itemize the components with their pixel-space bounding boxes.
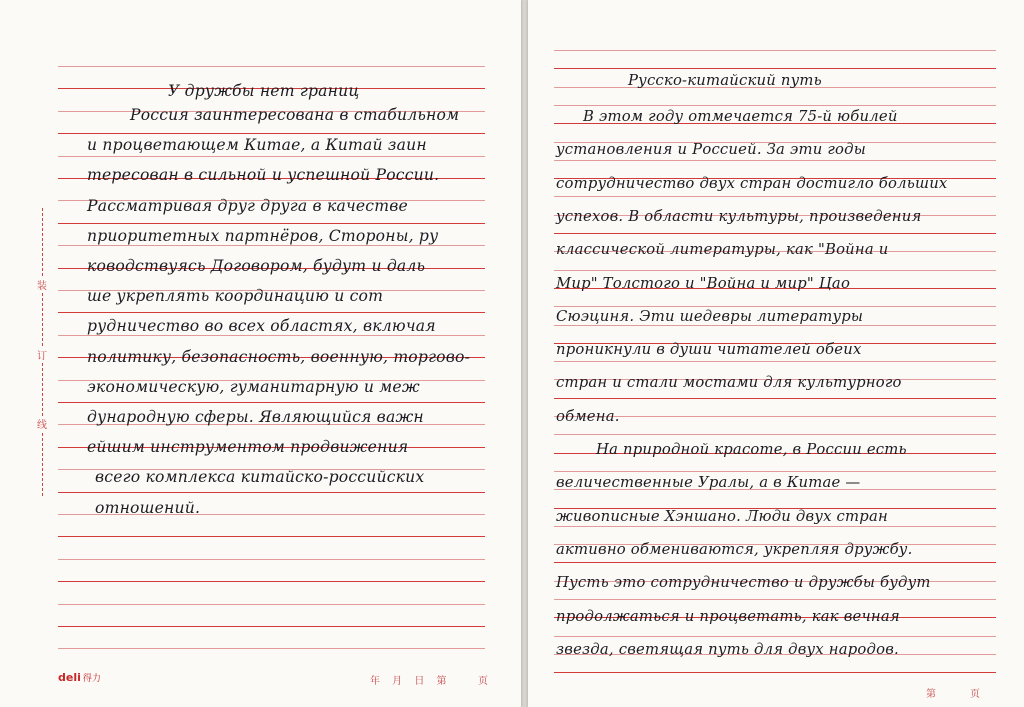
handwritten-line: всего комплекса китайско-российских bbox=[95, 468, 425, 487]
handwritten-line: В этом году отмечается 75-й юбилей bbox=[583, 108, 898, 125]
notebook-page-right bbox=[528, 0, 1024, 707]
brand-name-cn: 得力 bbox=[82, 674, 101, 684]
handwritten-line: активно обмениваются, укрепляя дружбу. bbox=[556, 540, 913, 558]
rule-line bbox=[554, 50, 996, 51]
page-title: У дружбы нет границ bbox=[168, 82, 360, 100]
rule-line bbox=[58, 626, 485, 627]
binding-label-2: 订 bbox=[34, 347, 50, 362]
handwritten-line: живописные Хэншано. Люди двух стран bbox=[556, 507, 888, 525]
handwritten-line: Сюэциня. Эти шедевры литературы bbox=[556, 307, 864, 325]
handwritten-line: рудничество во всех областях, включая bbox=[87, 317, 436, 336]
footer-page-suffix: 页 bbox=[970, 689, 980, 700]
handwritten-line: экономическую, гуманитарную и меж bbox=[87, 377, 420, 396]
handwritten-line: ководствуясь Договором, будут и даль bbox=[87, 257, 426, 275]
rule-line bbox=[554, 270, 996, 271]
page-title: Русско-китайский путь bbox=[628, 72, 822, 89]
rule-line bbox=[554, 562, 996, 563]
rule-line bbox=[58, 223, 485, 224]
rule-line bbox=[554, 196, 996, 197]
rule-line bbox=[58, 245, 485, 246]
rule-line bbox=[554, 526, 996, 527]
rule-line bbox=[58, 536, 485, 537]
rule-line bbox=[58, 66, 485, 67]
rule-line bbox=[58, 133, 485, 134]
binding-label-1: 装 bbox=[34, 277, 50, 292]
rule-line bbox=[554, 361, 996, 362]
handwritten-line: тересован в сильной и успешной России. bbox=[87, 166, 440, 185]
binding-label-3: 线 bbox=[34, 416, 50, 431]
rule-line bbox=[58, 402, 485, 403]
rule-line bbox=[554, 398, 996, 399]
handwritten-line: приоритетных партнёров, Стороны, ру bbox=[87, 226, 439, 245]
handwritten-line: Рассматривая друг друга в качестве bbox=[87, 196, 408, 215]
handwritten-line: звезда, светящая путь для двух народов. bbox=[556, 640, 899, 658]
rule-line bbox=[554, 599, 996, 600]
rule-line bbox=[554, 105, 996, 106]
rule-line bbox=[58, 604, 485, 605]
handwritten-line: ейшим инструментом продвижения bbox=[87, 438, 409, 457]
rule-line bbox=[554, 160, 996, 161]
handwritten-line: сотрудничество двух стран достигло больших bbox=[556, 174, 948, 192]
handwritten-line: успехов. В области культуры, произведения bbox=[556, 207, 922, 225]
rule-line bbox=[58, 312, 485, 313]
brand-logo bbox=[58, 671, 101, 684]
handwritten-line: политику, безопасность, военную, торгово- bbox=[87, 347, 471, 366]
rule-line bbox=[58, 492, 485, 493]
rule-line bbox=[554, 434, 996, 435]
rule-line bbox=[58, 581, 485, 582]
handwritten-line: продолжаться и процветать, как вечная bbox=[556, 607, 900, 625]
handwritten-line: обмена. bbox=[556, 407, 620, 425]
footer-page-suffix: 页 bbox=[478, 676, 488, 687]
rule-line bbox=[58, 648, 485, 649]
handwritten-line: отношений. bbox=[95, 498, 201, 517]
handwritten-line: ше укреплять координацию и сот bbox=[87, 287, 384, 306]
rule-line bbox=[554, 672, 996, 673]
brand-name: deli bbox=[58, 671, 81, 684]
rule-line bbox=[554, 416, 996, 417]
handwritten-line: стран и стали мостами для культурного bbox=[556, 374, 902, 392]
handwritten-line: Мир" Толстого и "Война и мир" Цао bbox=[556, 274, 851, 292]
handwritten-line: На природной красоте, в России есть bbox=[596, 441, 907, 458]
handwritten-line: Пусть это сотрудничество и дружбы будут bbox=[556, 574, 931, 592]
handwritten-line: дународную сферы. Являющийся важн bbox=[87, 408, 424, 426]
rule-line bbox=[554, 233, 996, 234]
rule-line bbox=[554, 471, 996, 472]
rule-line bbox=[58, 156, 485, 157]
rule-line bbox=[58, 559, 485, 560]
handwritten-line: установления и Россией. За эти годы bbox=[556, 141, 866, 159]
rule-line bbox=[554, 636, 996, 637]
handwritten-line: классической литературы, как "Война и bbox=[556, 241, 889, 259]
handwritten-line: проникнули в души читателей обеих bbox=[556, 341, 862, 359]
footer-page-label: 第 bbox=[926, 689, 936, 700]
footer-date-field: 年 月 日 第 bbox=[370, 676, 447, 687]
handwritten-line: величественные Уралы, а в Китае — bbox=[556, 474, 861, 492]
handwritten-line: и процветающем Китае, а Китай заин bbox=[87, 136, 427, 155]
rule-line bbox=[554, 68, 996, 69]
handwritten-line: Россия заинтересована в стабильном bbox=[130, 106, 460, 124]
